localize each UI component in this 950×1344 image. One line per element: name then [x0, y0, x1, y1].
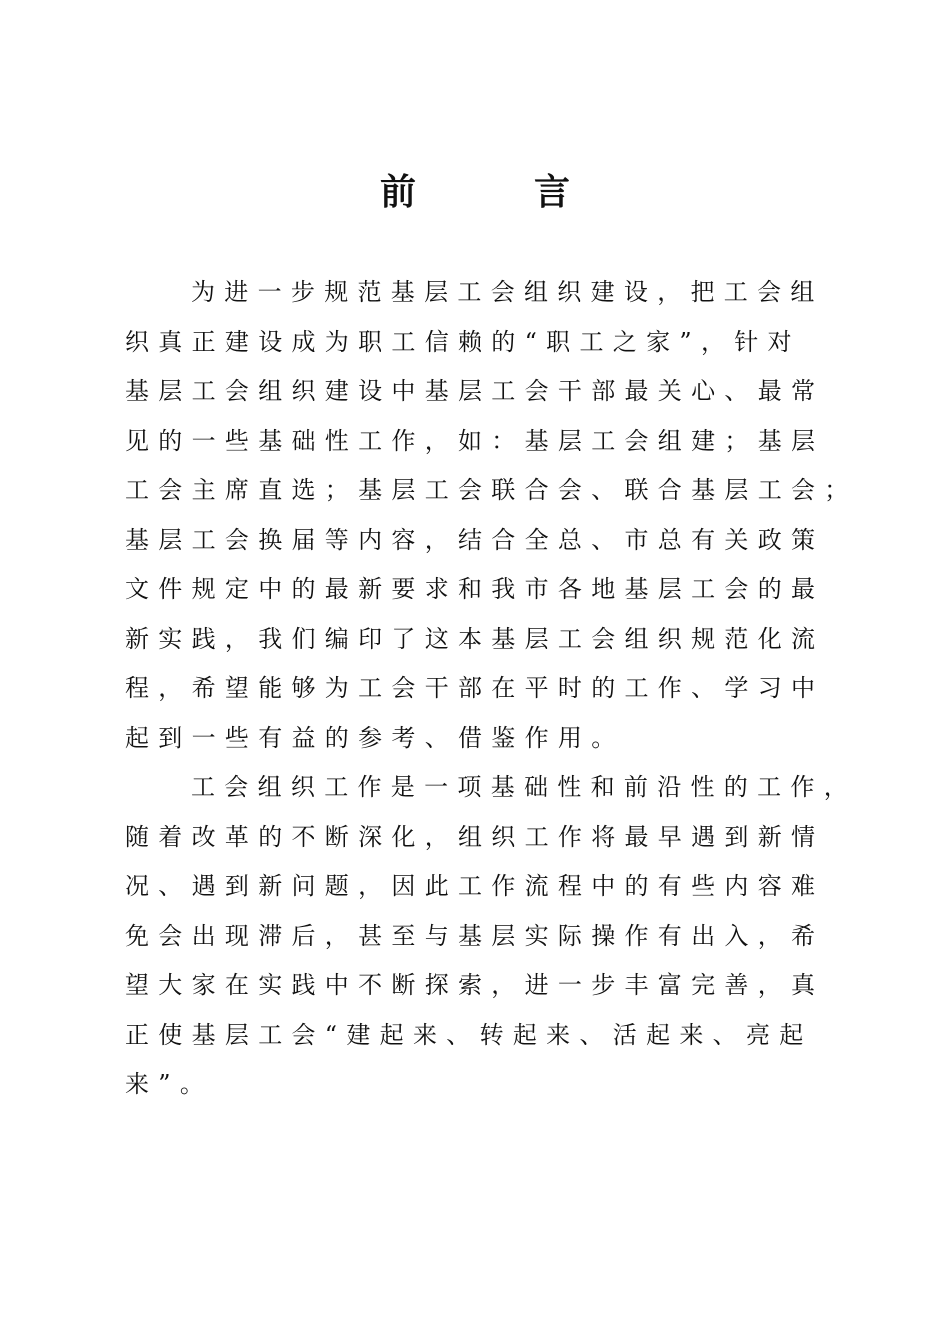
text-line: 望大家在实践中不断探索，进一步丰富完善，真	[125, 971, 825, 999]
preface-body	[125, 268, 858, 1110]
text-line: 程，希望能够为工会干部在平时的工作、学习中	[125, 674, 825, 702]
page-title	[0, 166, 950, 218]
text-line: 随着改革的不断深化，组织工作将最早遇到新情	[125, 822, 825, 851]
text-line: 起到一些有益的参考、借鉴作用。	[125, 723, 625, 752]
text-line: 见的一些基础性工作，如：基层工会组建；基层	[125, 426, 825, 455]
text-line: 工会组织工作是一项基础性和前沿性的工作，	[191, 773, 857, 801]
title-char-2: 言	[534, 171, 571, 213]
title-char-1: 前	[379, 171, 416, 213]
text-line: 新实践，我们编印了这本基层工会组织规范化流	[125, 624, 825, 653]
paragraph-2	[125, 763, 857, 1110]
paragraph-1	[125, 268, 858, 763]
text-line: 基层工会组织建设中基层工会干部最关心、最常	[125, 377, 825, 405]
text-line: 免会出现滞后，甚至与基层实际操作有出入，希	[125, 921, 825, 950]
text-line: 织真正建设成为职工信赖的“职工之家”，针对	[125, 327, 801, 356]
text-line: 正使基层工会“建起来、转起来、活起来、亮起	[125, 1020, 813, 1049]
text-line: 基层工会换届等内容，结合全总、市总有关政策	[125, 525, 825, 554]
text-line: 来”。	[125, 1070, 214, 1098]
text-line: 为进一步规范基层工会组织建设，把工会组	[191, 278, 824, 306]
text-line: 文件规定中的最新要求和我市各地基层工会的最	[125, 575, 825, 603]
text-line: 工会主席直选；基层工会联合会、联合基层工会；	[125, 476, 858, 504]
text-line: 况、遇到新问题，因此工作流程中的有些内容难	[125, 872, 825, 900]
